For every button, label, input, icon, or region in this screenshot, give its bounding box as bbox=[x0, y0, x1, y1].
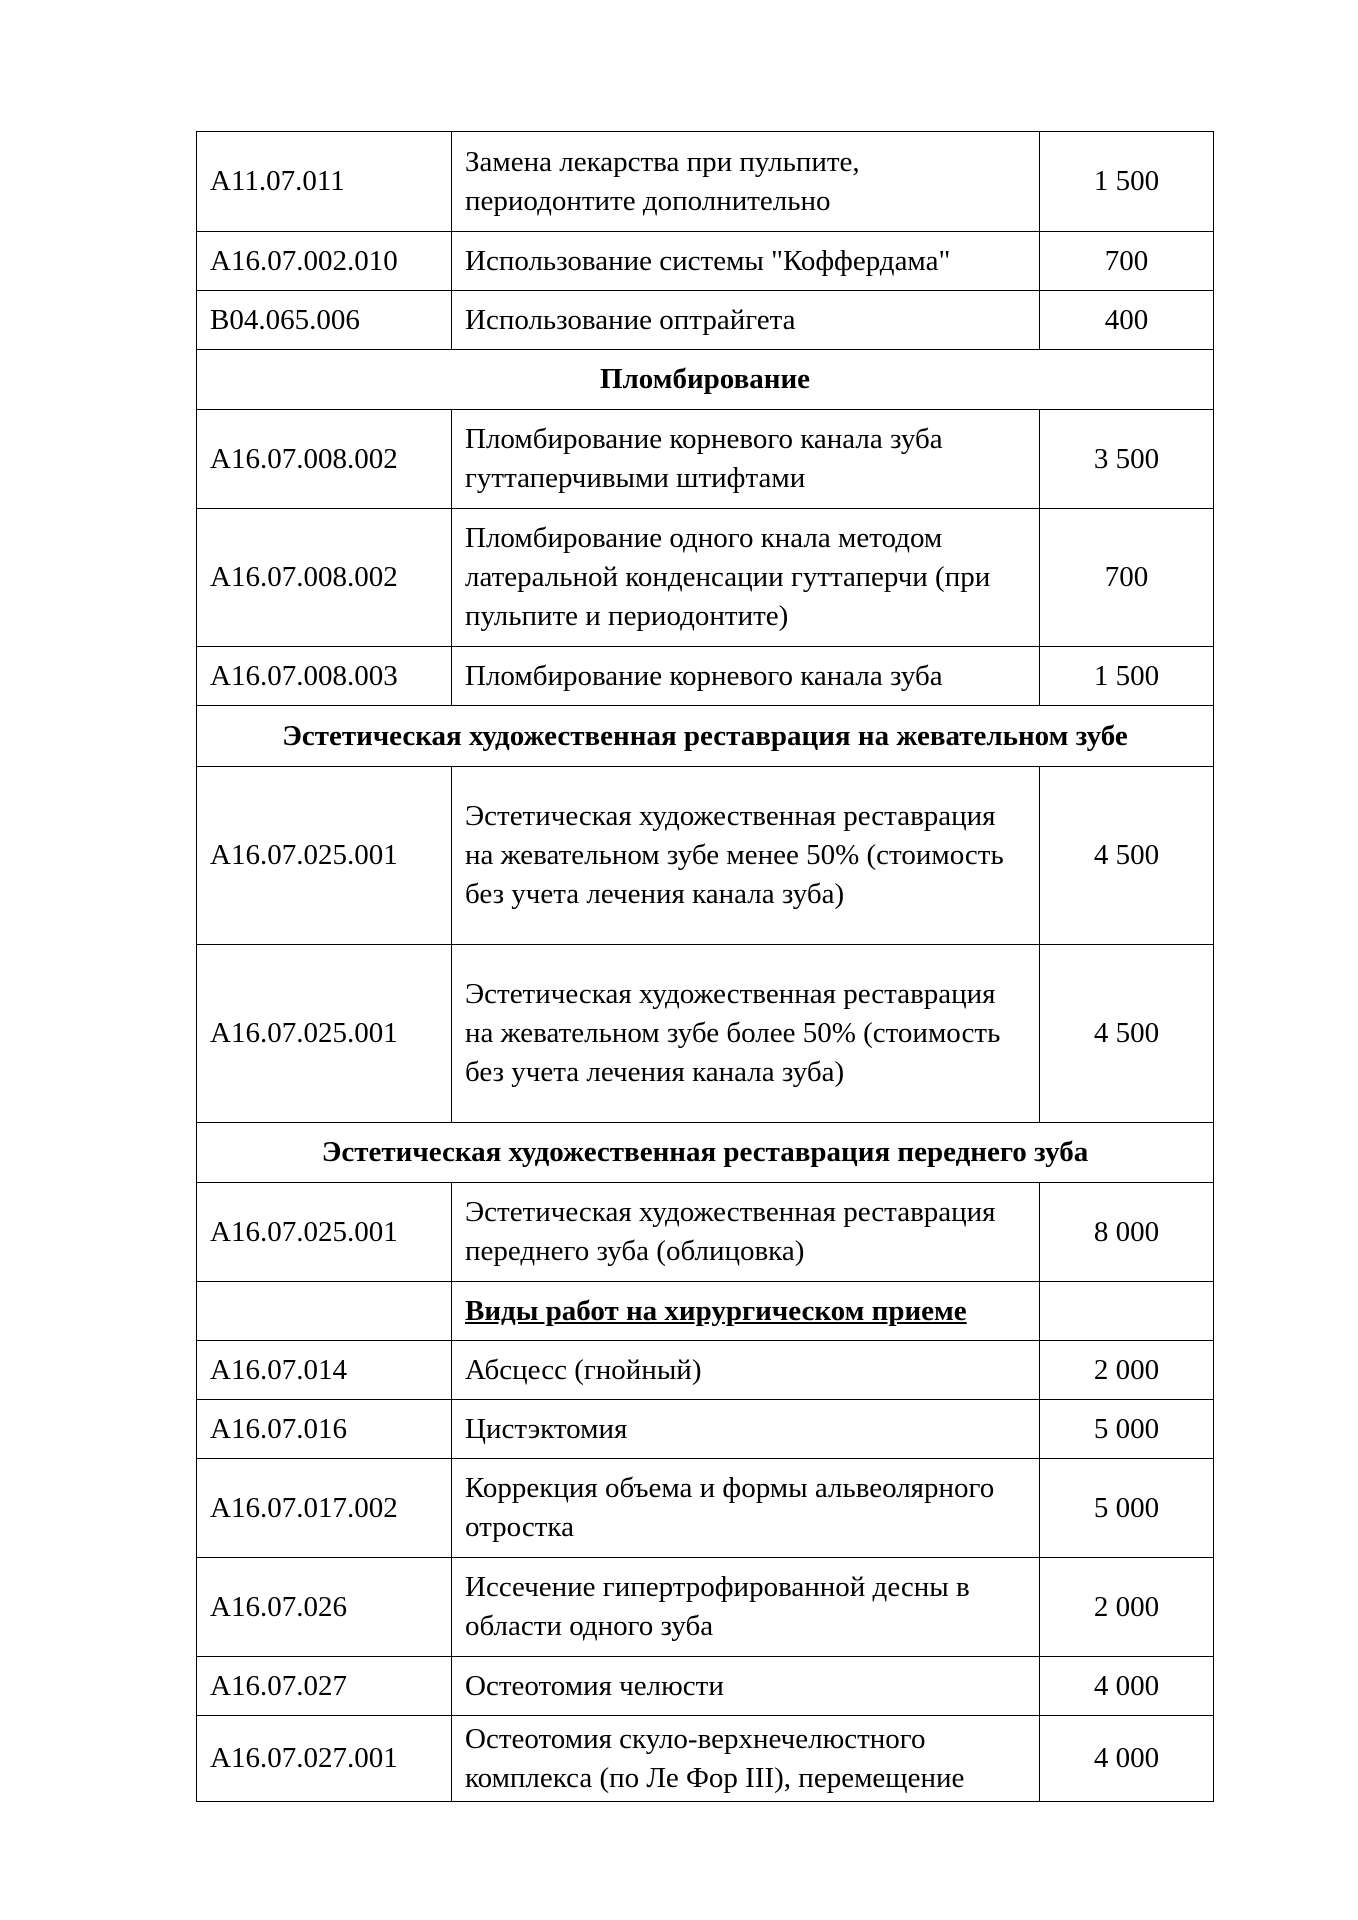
service-price: 2 000 bbox=[1040, 1341, 1214, 1400]
service-name: Использование оптрайгета bbox=[452, 291, 1040, 350]
service-code: А16.07.027.001 bbox=[197, 1716, 452, 1802]
table-row bbox=[197, 291, 1214, 350]
section-heading-row bbox=[197, 350, 1214, 410]
service-code: А16.07.025.001 bbox=[197, 767, 452, 945]
empty-code-cell bbox=[197, 1282, 452, 1341]
table-row bbox=[197, 1558, 1214, 1657]
table-row bbox=[197, 1459, 1214, 1558]
service-code: А16.07.002.010 bbox=[197, 232, 452, 291]
empty-price-cell bbox=[1040, 1282, 1214, 1341]
service-price: 4 500 bbox=[1040, 767, 1214, 945]
service-price: 400 bbox=[1040, 291, 1214, 350]
service-price: 4 500 bbox=[1040, 945, 1214, 1123]
section-heading: Эстетическая художественная реставрация переднего зуба bbox=[197, 1123, 1214, 1183]
service-code: А16.07.016 bbox=[197, 1400, 452, 1459]
service-name: Пломбирование корневого канала зуба bbox=[452, 647, 1040, 706]
table-row bbox=[197, 132, 1214, 232]
service-name: Эстетическая художественная реставрация переднего зуба (облицовка) bbox=[452, 1183, 1040, 1282]
service-code: А16.07.008.002 bbox=[197, 509, 452, 647]
section-heading-row bbox=[197, 706, 1214, 767]
service-name: Эстетическая художественная реставрация на жевательном зубе более 50% (стоимость без учета лечения канала зуба) bbox=[452, 945, 1040, 1123]
service-code: А16.07.008.002 bbox=[197, 410, 452, 509]
section-heading-row bbox=[197, 1123, 1214, 1183]
table-row bbox=[197, 232, 1214, 291]
service-price: 5 000 bbox=[1040, 1400, 1214, 1459]
price-table-body bbox=[197, 132, 1214, 1802]
service-code: А16.07.014 bbox=[197, 1341, 452, 1400]
price-table bbox=[196, 131, 1214, 1802]
service-name: Пломбирование одного кнала методом латеральной конденсации гуттаперчи (при пульпите и периодонтите) bbox=[452, 509, 1040, 647]
service-price: 700 bbox=[1040, 232, 1214, 291]
service-name: Использование системы "Коффердама" bbox=[452, 232, 1040, 291]
service-price: 1 500 bbox=[1040, 132, 1214, 232]
service-name: Эстетическая художественная реставрация на жевательном зубе менее 50% (стоимость без учета лечения канала зуба) bbox=[452, 767, 1040, 945]
table-row bbox=[197, 1341, 1214, 1400]
service-price: 4 000 bbox=[1040, 1657, 1214, 1716]
section-heading: Эстетическая художественная реставрация на жевательном зубе bbox=[197, 706, 1214, 767]
table-row bbox=[197, 509, 1214, 647]
service-price: 700 bbox=[1040, 509, 1214, 647]
table-row bbox=[197, 767, 1214, 945]
table-row bbox=[197, 1183, 1214, 1282]
service-code: А16.07.027 bbox=[197, 1657, 452, 1716]
service-name: Абсцесс (гнойный) bbox=[452, 1341, 1040, 1400]
service-price: 4 000 bbox=[1040, 1716, 1214, 1802]
service-price: 8 000 bbox=[1040, 1183, 1214, 1282]
table-row bbox=[197, 1400, 1214, 1459]
service-name: Пломбирование корневого канала зуба гуттаперчивыми штифтами bbox=[452, 410, 1040, 509]
service-code: А16.07.025.001 bbox=[197, 945, 452, 1123]
service-name: Цистэктомия bbox=[452, 1400, 1040, 1459]
service-name: Остеотомия скуло-верхнечелюстного комплекса (по Ле Фор III), перемещение bbox=[452, 1716, 1040, 1802]
service-name: Иссечение гипертрофированной десны в области одного зуба bbox=[452, 1558, 1040, 1657]
subsection-heading: Виды работ на хирургическом приеме bbox=[452, 1282, 1040, 1341]
service-code: А16.07.008.003 bbox=[197, 647, 452, 706]
service-name: Замена лекарства при пульпите, периодонтите дополнительно bbox=[452, 132, 1040, 232]
service-name: Коррекция объема и формы альвеолярного отростка bbox=[452, 1459, 1040, 1558]
service-price: 2 000 bbox=[1040, 1558, 1214, 1657]
service-code: А16.07.026 bbox=[197, 1558, 452, 1657]
subheading-row bbox=[197, 1282, 1214, 1341]
table-row bbox=[197, 1716, 1214, 1802]
service-code: А16.07.017.002 bbox=[197, 1459, 452, 1558]
service-code: А16.07.025.001 bbox=[197, 1183, 452, 1282]
table-row bbox=[197, 410, 1214, 509]
service-name: Остеотомия челюсти bbox=[452, 1657, 1040, 1716]
table-row bbox=[197, 647, 1214, 706]
table-row bbox=[197, 945, 1214, 1123]
service-code: В04.065.006 bbox=[197, 291, 452, 350]
service-code: А11.07.011 bbox=[197, 132, 452, 232]
section-heading: Пломбирование bbox=[197, 350, 1214, 410]
service-price: 3 500 bbox=[1040, 410, 1214, 509]
service-price: 5 000 bbox=[1040, 1459, 1214, 1558]
table-row bbox=[197, 1657, 1214, 1716]
service-price: 1 500 bbox=[1040, 647, 1214, 706]
